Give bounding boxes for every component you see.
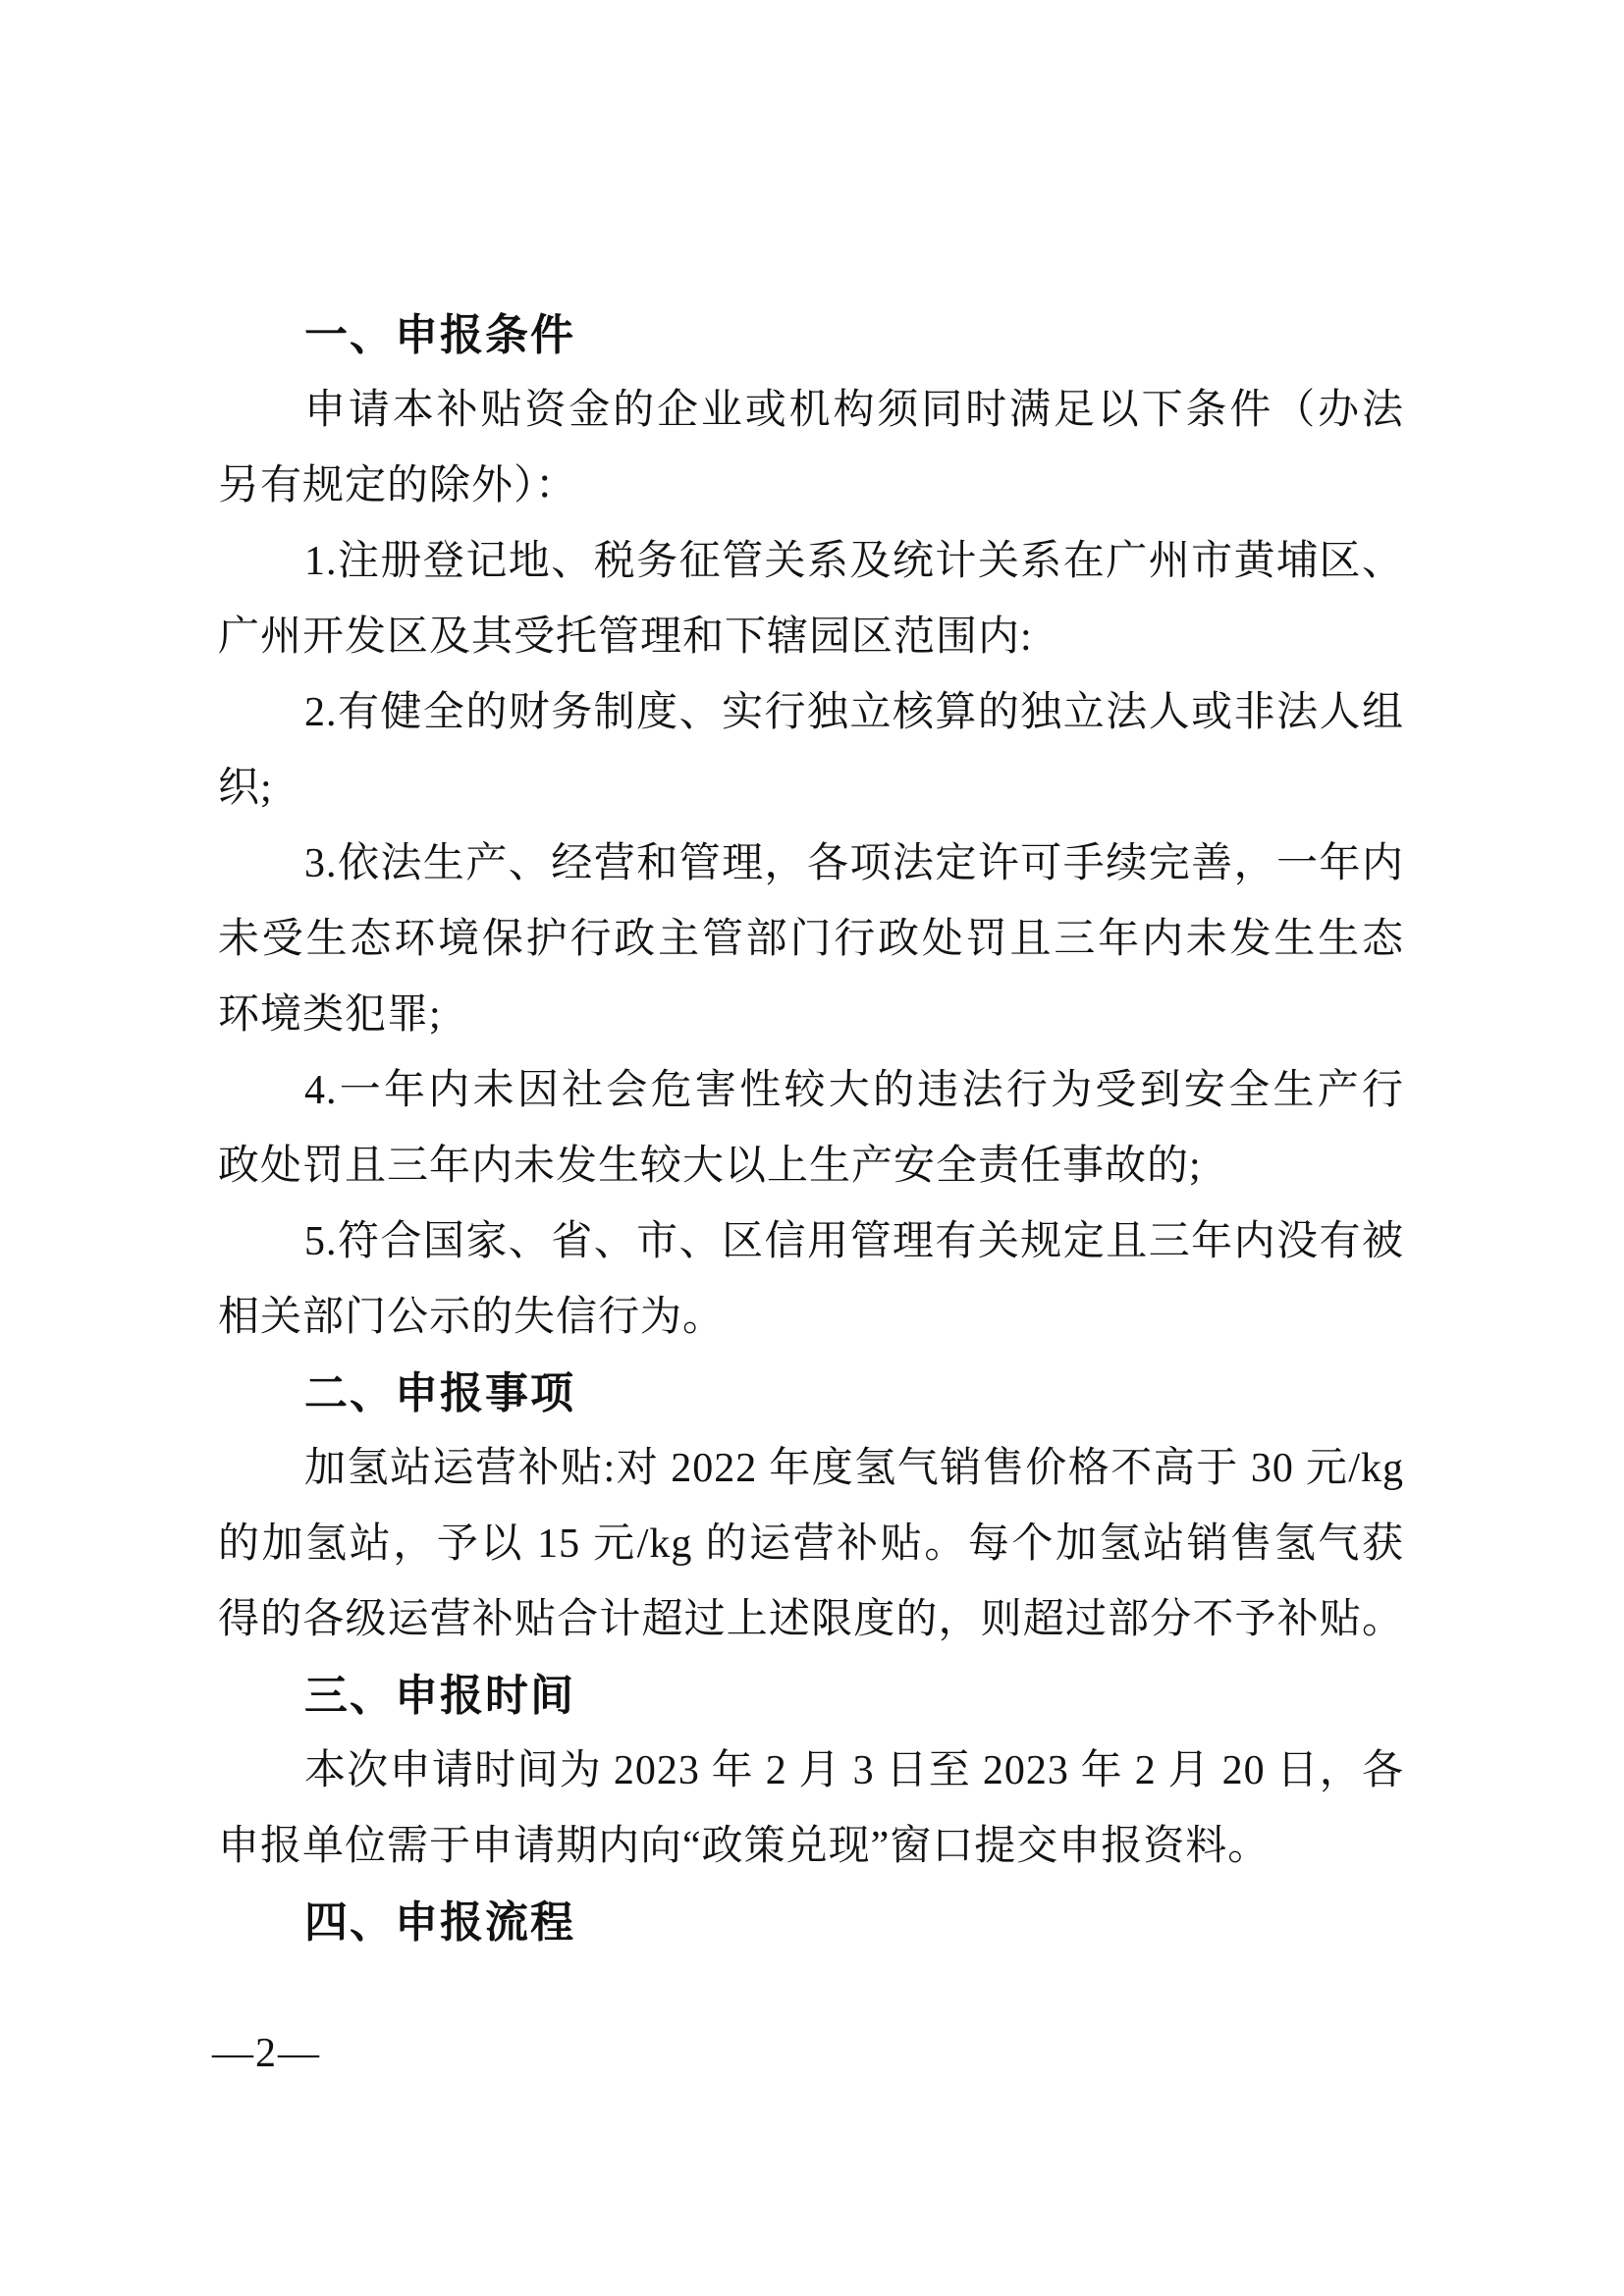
text-line: 5.符合国家、省、市、区信用管理有关规定且三年内没有被: [304, 1219, 1404, 1264]
text-line: 政处罚且三年内未发生较大以上生产安全责任事故的;: [218, 1144, 1202, 1189]
text-line: 2.有健全的财务制度、实行独立核算的独立法人或非法人组: [304, 690, 1404, 735]
text-line: 1.注册登记地、税务征管关系及统计关系在广州市黄埔区、: [304, 539, 1404, 584]
section-heading: 四、申报流程: [304, 1898, 575, 1947]
text-line: 广州开发区及其受托管理和下辖园区范围内:: [218, 614, 1033, 660]
text-line: 另有规定的除外）：: [218, 463, 578, 508]
document-body: [218, 297, 1404, 1960]
text-line: 的加氢站，予以 15 元/kg 的运营补贴。每个加氢站销售氢气获: [218, 1522, 1404, 1567]
text-line: 本次申请时间为 2023 年 2 月 3 日至 2023 年 2 月 20 日，各: [304, 1748, 1404, 1793]
section-heading: 二、申报事项: [304, 1369, 575, 1417]
section-heading: 三、申报时间: [304, 1672, 575, 1720]
text-line: 申报单位需于申请期内向“政策兑现”窗口提交申报资料。: [218, 1824, 1271, 1869]
text-line: 3.依法生产、经营和管理，各项法定许可手续完善，一年内: [304, 841, 1404, 886]
text-line: 加氢站运营补贴:对 2022 年度氢气销售价格不高于 30 元/kg: [304, 1446, 1404, 1491]
text-line: 相关部门公示的失信行为。: [218, 1295, 726, 1340]
text-line: 申请本补贴资金的企业或机构须同时满足以下条件（办法: [304, 388, 1404, 433]
text-line: 环境类犯罪;: [218, 992, 442, 1038]
text-line: 4.一年内未因社会危害性较大的违法行为受到安全生产行: [304, 1068, 1404, 1113]
section-heading: 一、申报条件: [304, 311, 575, 359]
text-line: 未受生态环境保护行政主管部门行政处罚且三年内未发生生态: [218, 917, 1404, 962]
page-number: —2—: [212, 2031, 321, 2076]
text-line: 得的各级运营补贴合计超过上述限度的，则超过部分不予补贴。: [218, 1597, 1404, 1642]
text-line: 织;: [218, 766, 273, 811]
